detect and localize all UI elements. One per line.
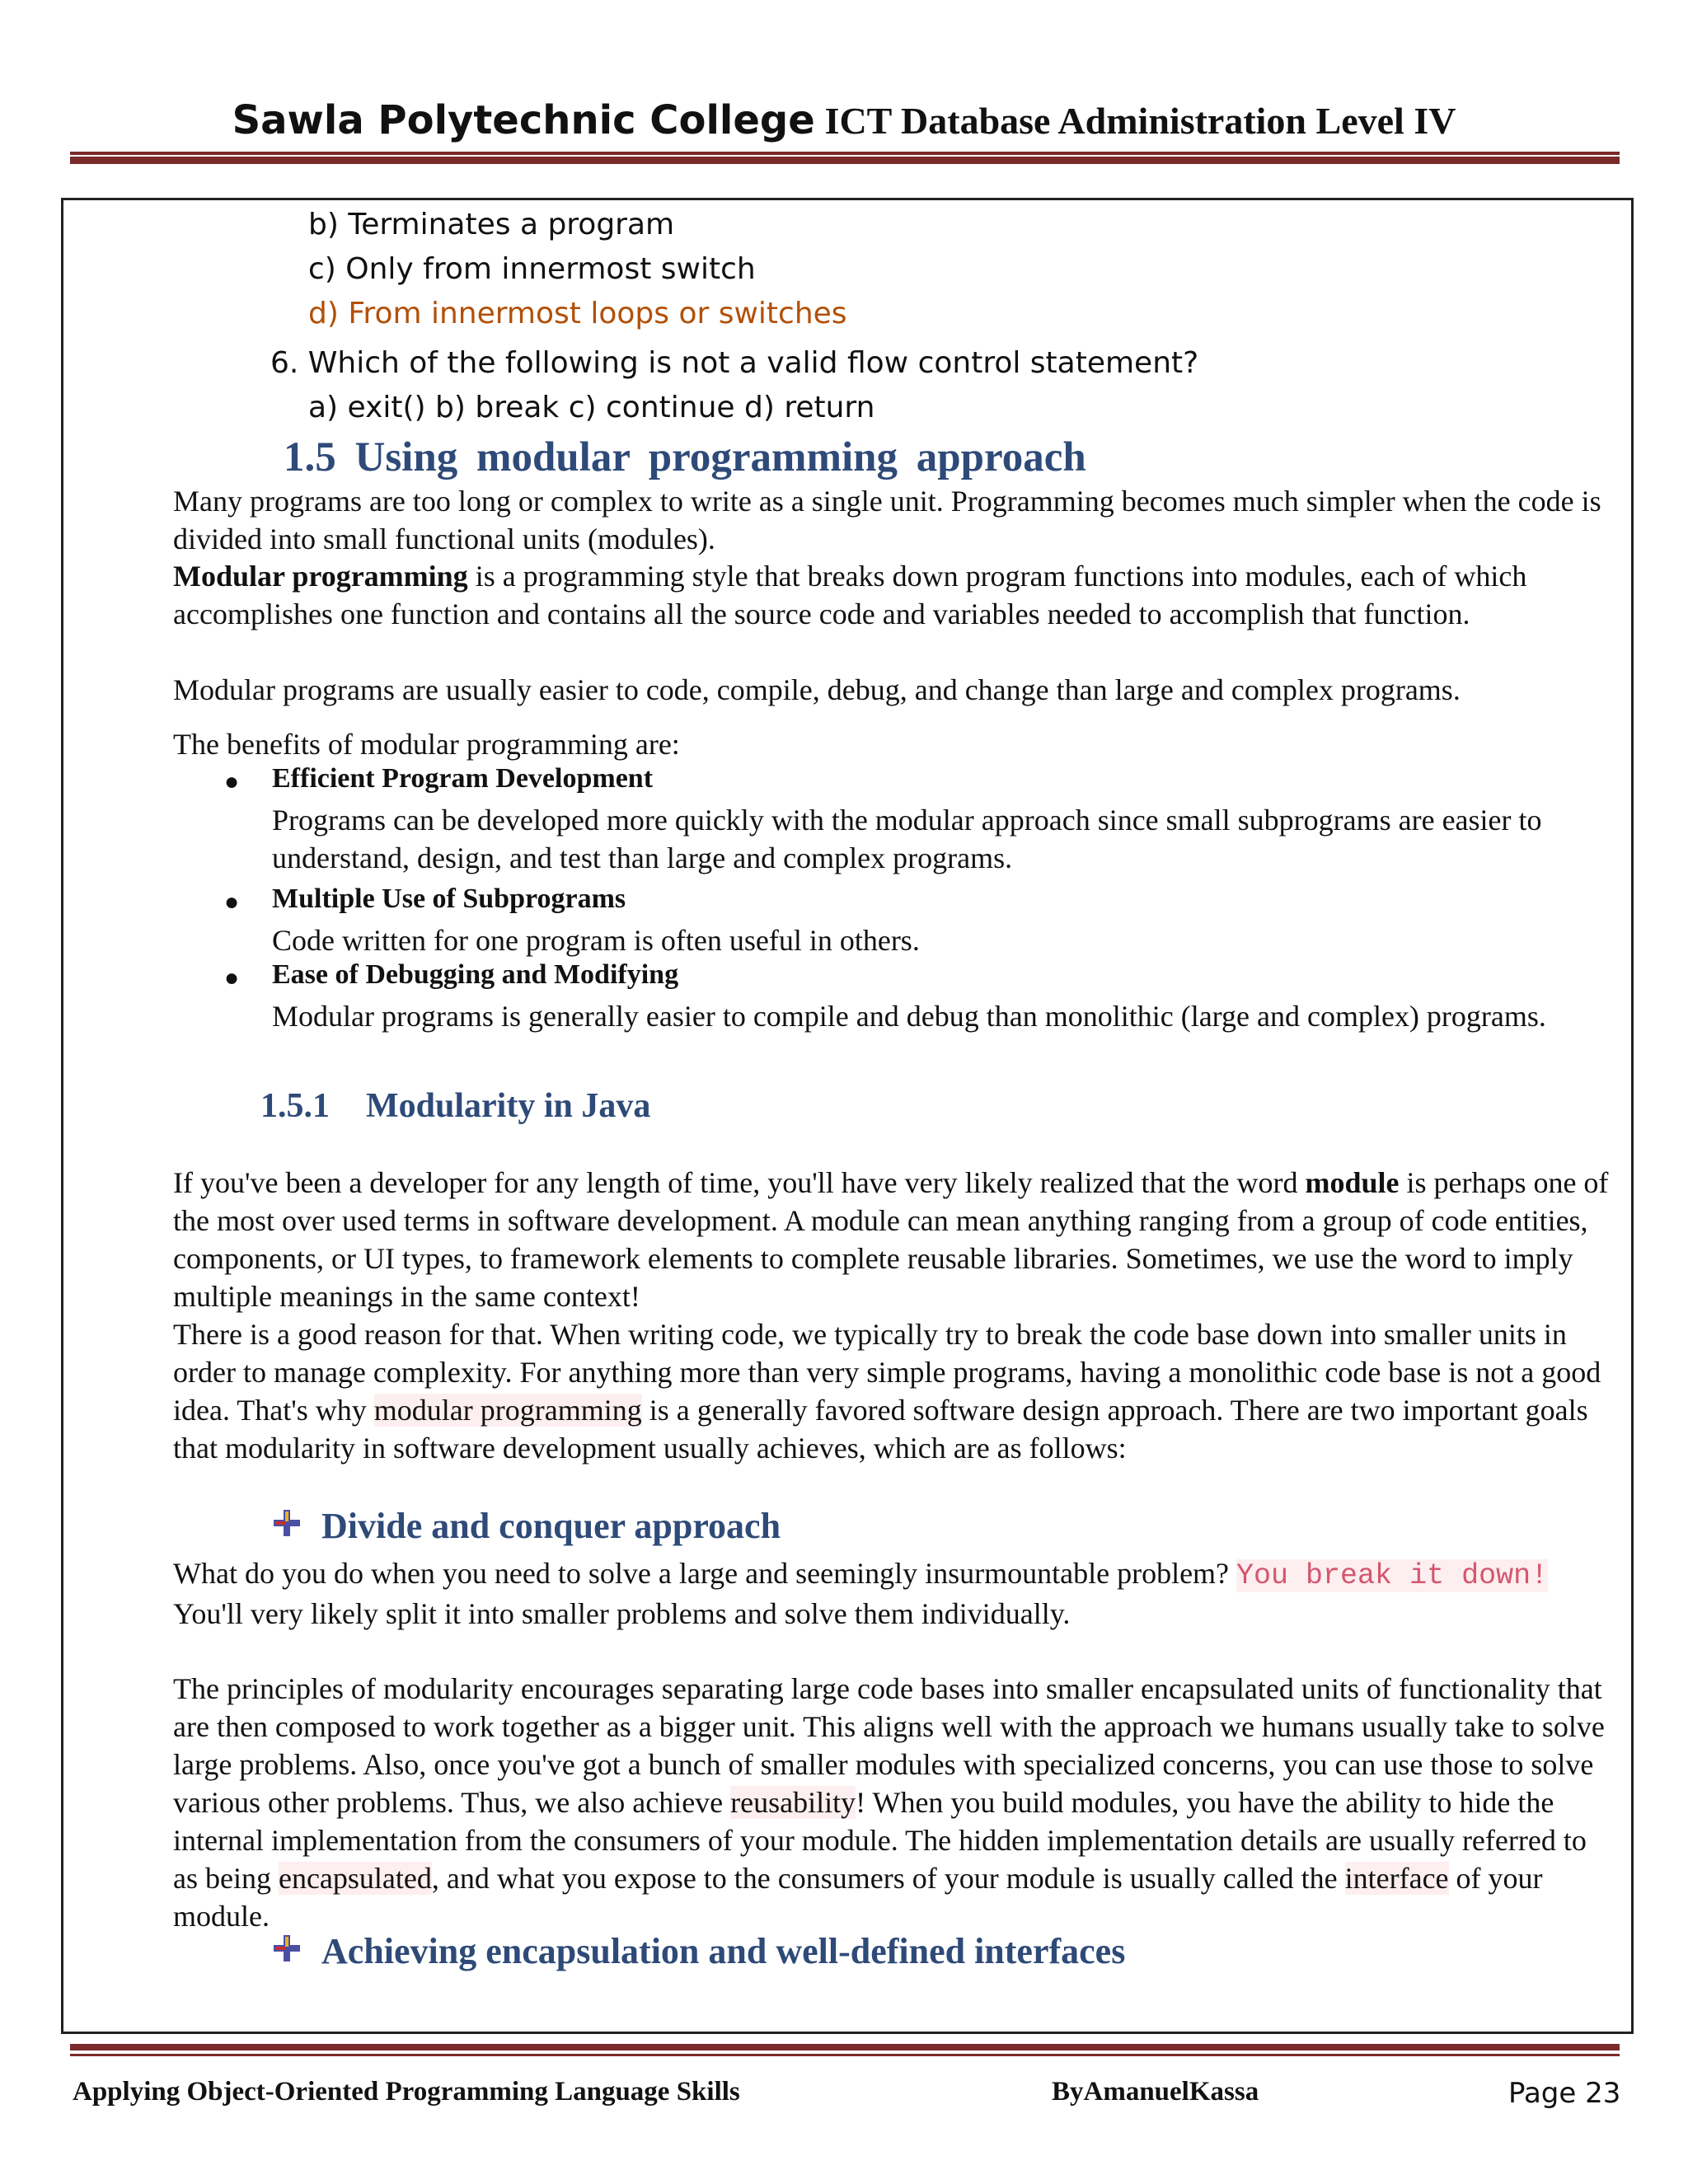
- bullet: ●: [224, 768, 240, 795]
- quiz-question-6: 6. Which of the following is not a valid flow control statement?: [270, 346, 1199, 380]
- benefit-text-2: Code written for one program is often useful in others.: [272, 924, 920, 957]
- benefit-title-2: Multiple Use of Subprograms: [272, 883, 626, 914]
- page-header: [0, 97, 1688, 143]
- footer-rule-thin: [70, 2054, 1620, 2056]
- quiz-question-6-options: a) exit() b) break c) continue d) return: [308, 391, 875, 424]
- quiz-option-b: b) Terminates a program: [308, 208, 675, 241]
- header-rule-thin: [70, 152, 1620, 155]
- term-module: module: [1305, 1166, 1400, 1199]
- paragraph-break-it-down: What do you do when you need to solve a large and seemingly insurmountable problem? You break it down! You'll very likely split it into smaller problems and solve them individually.: [173, 1557, 1549, 1630]
- highlight-encapsulated: encapsulated: [278, 1862, 432, 1895]
- paragraph-principles-modularity: The principles of modularity encourages separating large code bases into smaller encapsulated units of functionality that are then composed to work together as a bigger unit. This aligns well with the approach we humans usually take to solve large problems. Also, once you've got a bunch of smaller modules with specialized concerns, you can use those to solve various other problems. Thus, we also achieve reusability! When you build modules, you have the ability to hide the internal implementation from the consumers of your module. The hidden implementation details are usually referred to as being encapsulated, and what you expose to the consumers of your module is usually called the interface of your module.: [173, 1672, 1605, 1933]
- section-heading-1-5: 1.5 Using modular programming approach: [284, 434, 1086, 480]
- section-title: Modularity in Java: [366, 1087, 651, 1125]
- benefit-title-1: Efficient Program Development: [272, 763, 654, 794]
- benefit-text-3: Modular programs is generally easier to compile and debug than monolithic (large and complex) programs.: [272, 1000, 1546, 1033]
- paragraph-modular-definition: Modular programming is a programming style that breaks down program functions into modules, each of which accomplishes one function and contains all the source code and variables needed to accomplish that function.: [173, 560, 1527, 630]
- college-name: Sawla Polytechnic College: [232, 97, 815, 143]
- quiz-option-d-answer: d) From innermost loops or switches: [308, 297, 847, 330]
- paragraph-modular-easier: Modular programs are usually easier to code, compile, debug, and change than large and complex programs.: [173, 673, 1461, 706]
- section-heading-1-5-1: [260, 1086, 650, 1126]
- bullet: ●: [224, 888, 240, 916]
- heading-achieving-encapsulation: Achieving encapsulation and well-defined interfaces: [321, 1931, 1126, 1971]
- paragraph-intro: Many programs are too long or complex to write as a single unit. Programming becomes much simpler when the code is divided into small functional units (modules).: [173, 485, 1601, 555]
- benefit-title-3: Ease of Debugging and Modifying: [272, 959, 679, 990]
- benefits-intro: The benefits of modular programming are:: [173, 728, 680, 761]
- highlight-interface: interface: [1344, 1862, 1449, 1895]
- term-modular-programming: Modular programming: [173, 560, 468, 593]
- plus-bullet-icon: [272, 1933, 302, 1963]
- header-rule-thick: [70, 157, 1620, 164]
- heading-divide-conquer: Divide and conquer approach: [321, 1506, 781, 1546]
- plus-bullet-icon: [272, 1508, 302, 1538]
- paragraph-module-term: If you've been a developer for any length of time, you'll have very likely realized that the word module is perhaps one of the most over used terms in software development. A module can mean anything ranging from a group of code entities, components, or UI types, to framework elements to complete reusable libraries. Sometimes, we use the word to imply multiple meanings in the same context!: [173, 1166, 1609, 1313]
- highlight-modular-programming: modular programming: [373, 1394, 642, 1427]
- quiz-option-c: c) Only from innermost switch: [308, 252, 756, 286]
- footer-course: Applying Object-Oriented Programming Language Skills: [73, 2077, 740, 2107]
- page-number: Page 23: [1508, 2077, 1621, 2110]
- inline-code-break-it-down: You break it down!: [1236, 1559, 1549, 1592]
- bullet: ●: [224, 964, 240, 991]
- footer-rule-thick: [70, 2044, 1620, 2050]
- course-title: ICT Database Administration Level IV: [824, 100, 1456, 142]
- benefit-text-1: Programs can be developed more quickly with the modular approach since small subprograms are easier to understand, design, and test than large and complex programs.: [272, 804, 1542, 874]
- highlight-reusability: reusability: [730, 1786, 856, 1819]
- footer-author: ByAmanuelKassa: [1052, 2077, 1259, 2107]
- paragraph-good-reason: There is a good reason for that. When writing code, we typically try to break the code base down into smaller units in order to manage complexity. For anything more than very simple programs, having a monolithic code base is not a good idea. That's why modular programming is a generally favored software design approach. There are two important goals that modularity in software development usually achieves, which are as follows:: [173, 1318, 1601, 1465]
- section-number: 1.5.1: [260, 1087, 330, 1125]
